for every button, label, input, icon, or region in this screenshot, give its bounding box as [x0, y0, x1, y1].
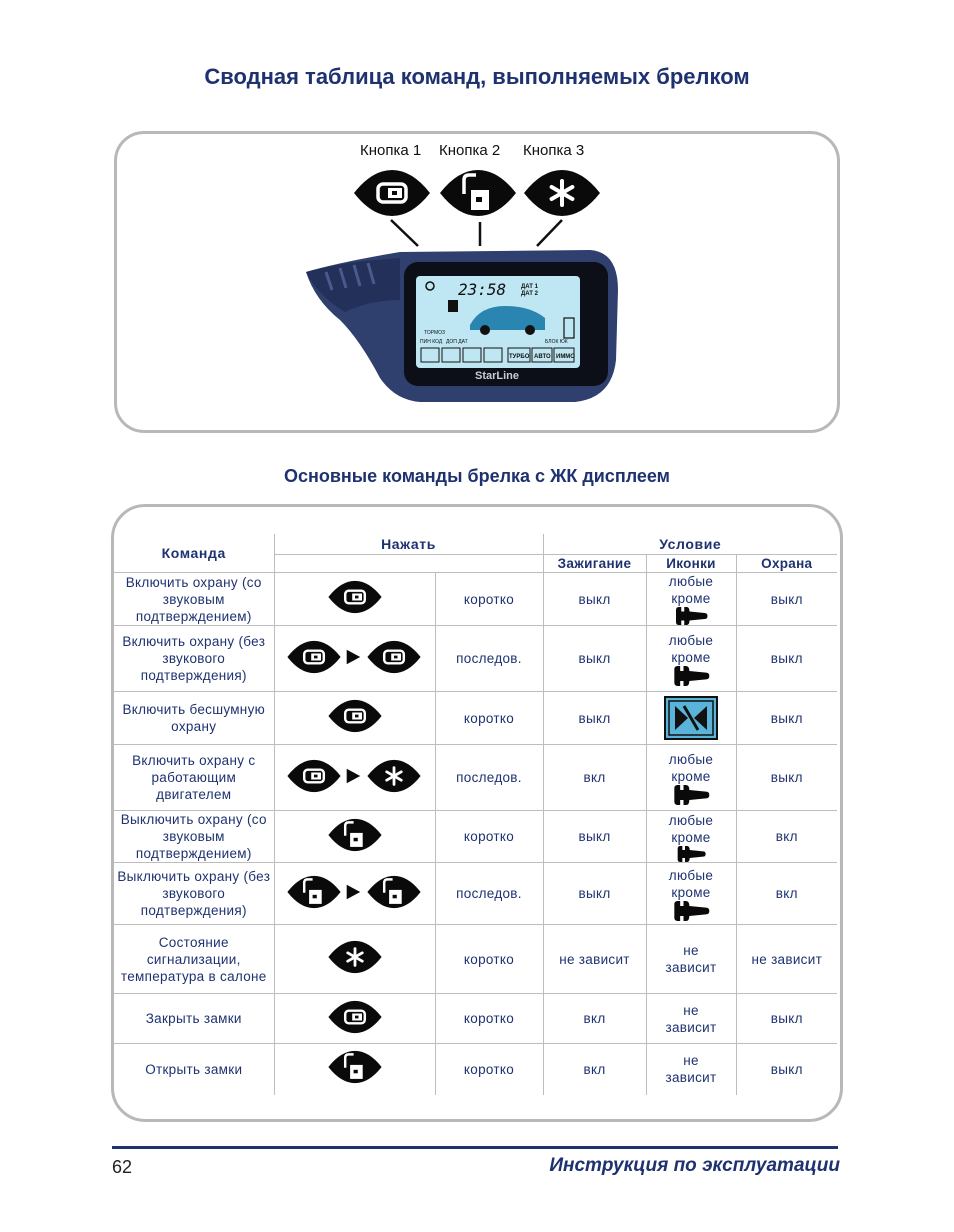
table-row	[114, 811, 837, 863]
icons-cell	[646, 925, 736, 994]
icons-text: не зависит	[665, 1002, 717, 1035]
guard-cell: выкл	[736, 692, 837, 745]
page-number: 62	[112, 1157, 133, 1177]
button-3-label: Кнопка 3	[523, 142, 585, 159]
press-cell: коротко	[435, 994, 543, 1044]
unlock-unlock-sequence-icon	[286, 873, 424, 911]
press-cell: коротко	[435, 925, 543, 994]
icons-cell	[646, 745, 736, 811]
header-ignition: Зажигание	[543, 555, 646, 573]
table-row	[114, 1044, 837, 1095]
header-command: Команда	[114, 534, 274, 573]
keyfob-illustration	[0, 0, 954, 440]
icons-text: любые кроме	[668, 751, 714, 784]
lock-button-icon	[327, 999, 383, 1035]
lock-lock-sequence-icon	[286, 639, 424, 675]
lock-button-icon	[327, 698, 383, 734]
ignition-cell: выкл	[543, 626, 646, 692]
lcd-sensor1: ДАТ 1	[521, 284, 538, 290]
lcd-blok: БЛОК ЮК	[545, 339, 568, 345]
icons-text: любые кроме	[668, 812, 714, 845]
guard-cell: выкл	[736, 573, 837, 626]
table-row	[114, 692, 837, 745]
press-cell: коротко	[435, 692, 543, 745]
press-cell: последов.	[435, 863, 543, 925]
buttons-cell	[274, 745, 435, 811]
icons-text: не зависит	[665, 943, 717, 975]
lcd-turbo: ТУРБО	[509, 354, 530, 360]
table-row	[114, 626, 837, 692]
icons-cell	[646, 626, 736, 692]
ignition-cell: не зависит	[543, 925, 646, 994]
icons-text: не зависит	[665, 1053, 717, 1086]
wrench-icon	[671, 846, 711, 862]
buttons-cell	[274, 994, 435, 1044]
button-3-star-icon	[524, 170, 600, 216]
buttons-cell	[274, 1044, 435, 1095]
buttons-cell	[274, 863, 435, 925]
buttons-cell	[274, 626, 435, 692]
section-title: Основные команды брелка с ЖК дисплеем	[283, 466, 670, 486]
guard-cell: выкл	[736, 1044, 837, 1095]
press-cell: коротко	[435, 573, 543, 626]
header-press: Нажать	[274, 534, 543, 555]
wrench-icon	[671, 666, 711, 686]
leader-line-1	[391, 220, 418, 246]
buttons-cell	[274, 925, 435, 994]
icons-cell	[646, 811, 736, 863]
icons-cell	[646, 863, 736, 925]
lcd-lock-icon	[448, 300, 458, 312]
command-cell: Открыть замки	[114, 1044, 274, 1095]
press-cell: коротко	[435, 1044, 543, 1095]
lock-star-sequence-icon	[286, 758, 424, 794]
command-cell: Включить охрану (со звуковым подтверждением)	[114, 573, 274, 626]
wrench-icon	[671, 901, 711, 921]
command-cell: Выключить охрану (без звукового подтверждения)	[114, 863, 274, 925]
command-cell: Закрыть замки	[114, 994, 274, 1044]
button-2-unlock-icon	[440, 170, 516, 216]
buttons-cell	[274, 573, 435, 626]
guard-cell: вкл	[736, 863, 837, 925]
command-cell: Выключить охрану (со звуковым подтверждением)	[114, 811, 274, 863]
icons-text: любые кроме	[668, 867, 714, 900]
lcd-sensor2: ДАТ 2	[521, 291, 538, 297]
icons-cell	[646, 994, 736, 1044]
lcd-screen	[416, 276, 580, 368]
star-button-icon	[327, 939, 383, 975]
header-icons: Иконки	[646, 555, 736, 573]
guard-cell: не зависит	[736, 925, 837, 994]
lcd-avto: АВТО	[534, 354, 551, 360]
lcd-brake: ТОРМОЗ	[424, 330, 446, 336]
guard-cell: выкл	[736, 745, 837, 811]
guard-cell: выкл	[736, 626, 837, 692]
table-row	[114, 573, 837, 626]
button-2-label: Кнопка 2	[439, 142, 501, 159]
leader-line-3	[537, 220, 562, 246]
unlock-button-icon	[327, 1048, 383, 1086]
table-row	[114, 925, 837, 994]
icons-text: любые кроме	[668, 632, 714, 665]
command-cell: Состояние сигнализации, температура в салоне	[114, 925, 274, 994]
ignition-cell: выкл	[543, 811, 646, 863]
table-row	[114, 863, 837, 925]
header-guard: Охрана	[736, 555, 837, 573]
header-condition: Условие	[543, 534, 837, 555]
footer-divider	[112, 1146, 838, 1149]
icons-text: любые кроме	[668, 574, 714, 606]
icons-cell	[646, 1044, 736, 1095]
wrench-icon	[671, 607, 711, 625]
lcd-pin: ПИН КОД	[420, 339, 443, 345]
footer-title: Инструкция по эксплуатации	[549, 1155, 840, 1176]
lock-button-icon	[327, 579, 383, 615]
unlock-button-icon	[327, 816, 383, 854]
ignition-cell: выкл	[543, 863, 646, 925]
icons-cell	[646, 573, 736, 626]
commands-table	[114, 534, 837, 1095]
press-cell: коротко	[435, 811, 543, 863]
lcd-dop: ДОП ДАТ	[446, 339, 468, 345]
ignition-cell: вкл	[543, 745, 646, 811]
ignition-cell: вкл	[543, 1044, 646, 1095]
ignition-cell: выкл	[543, 573, 646, 626]
guard-cell: выкл	[736, 994, 837, 1044]
icons-cell	[646, 692, 736, 745]
command-cell: Включить охрану (без звукового подтверждения)	[114, 626, 274, 692]
table-row	[114, 994, 837, 1044]
button-1-lock-icon	[354, 170, 430, 216]
brand-logo: StarLine	[474, 370, 520, 382]
press-cell: последов.	[435, 626, 543, 692]
ignition-cell: вкл	[543, 994, 646, 1044]
buttons-cell	[274, 811, 435, 863]
command-cell: Включить бесшумную охрану	[114, 692, 274, 745]
ignition-cell: выкл	[543, 692, 646, 745]
lcd-immo: ИММО	[556, 354, 575, 360]
guard-cell: вкл	[736, 811, 837, 863]
table-row	[114, 745, 837, 811]
command-cell: Включить охрану с работающим двигателем	[114, 745, 274, 811]
page-title: Сводная таблица команд, выполняемых брелком	[204, 64, 750, 89]
buttons-cell	[274, 692, 435, 745]
lcd-time: 23:58	[458, 280, 507, 299]
silent-mode-icon	[664, 696, 718, 740]
header-press-sub	[274, 555, 543, 573]
button-1-label: Кнопка 1	[360, 142, 422, 159]
press-cell: последов.	[435, 745, 543, 811]
wrench-icon	[671, 785, 711, 805]
